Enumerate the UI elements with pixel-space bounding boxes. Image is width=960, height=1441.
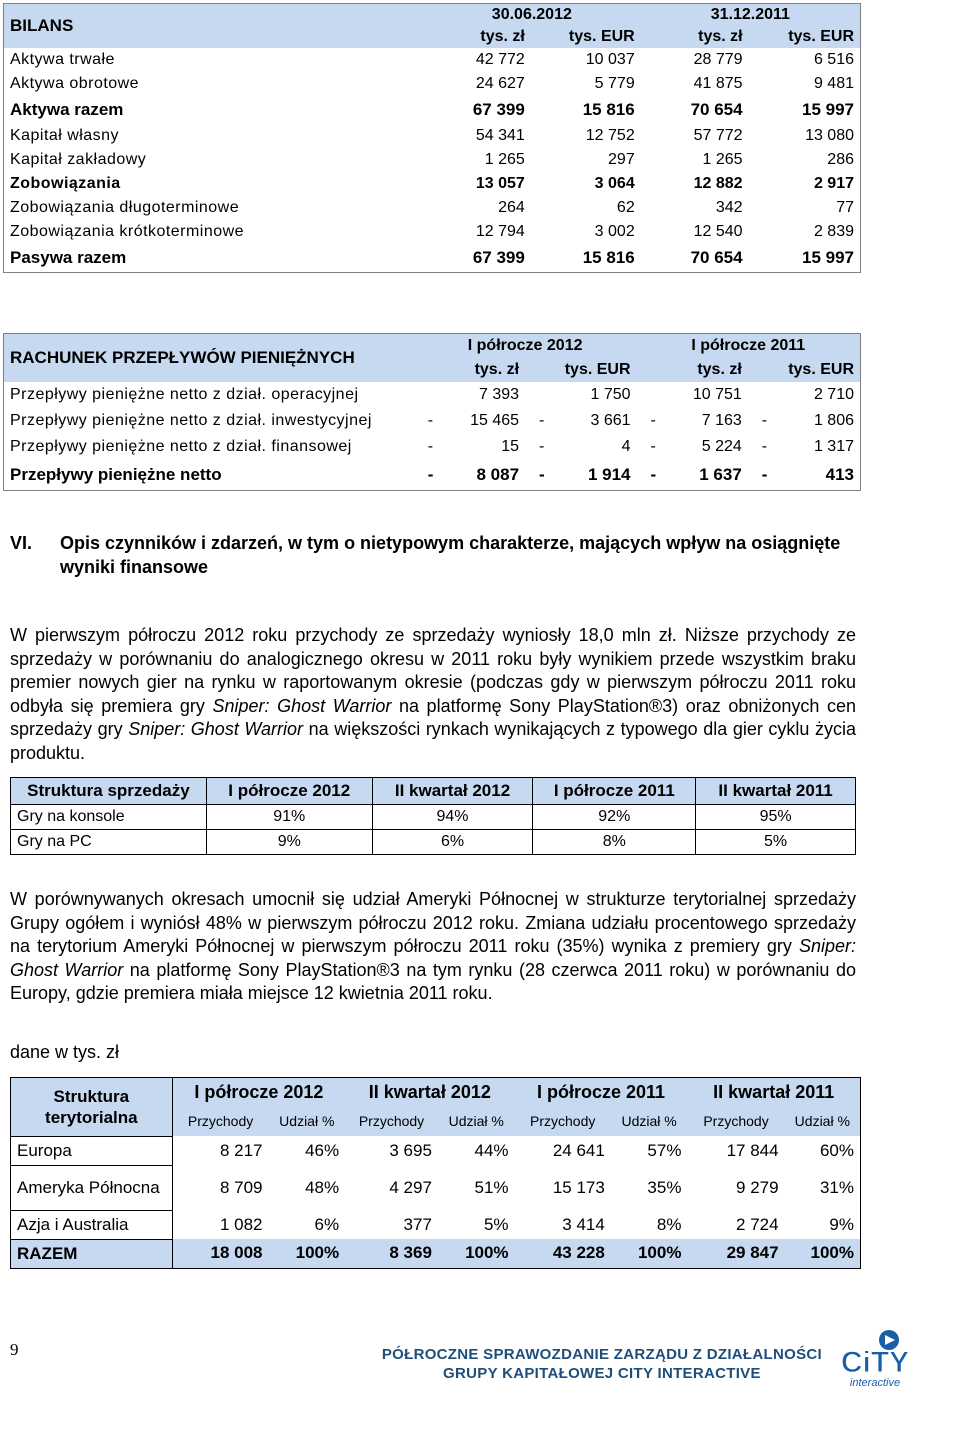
table-row	[4, 148, 861, 172]
sign	[637, 382, 674, 408]
cell: 70 654	[690, 100, 743, 119]
unit-label: tys. zł	[480, 28, 525, 45]
cell: 9 481	[813, 75, 854, 92]
cell: 1 750	[590, 386, 631, 403]
period-label: I półrocze 2012	[467, 337, 583, 354]
sign: -	[427, 412, 434, 429]
unit-label: tys. EUR	[788, 361, 854, 378]
cell: 1 317	[813, 438, 854, 455]
cell: 8 369	[389, 1243, 432, 1263]
cell: 15 997	[802, 248, 854, 267]
cell: 297	[608, 151, 635, 168]
sign: -	[427, 465, 434, 484]
sign	[414, 382, 451, 408]
period-label: II kwartał 2012	[368, 1081, 491, 1102]
cell: 3 661	[590, 412, 631, 429]
table-row	[4, 434, 861, 460]
cell: 100%	[295, 1243, 340, 1263]
row-label: RAZEM	[11, 1239, 173, 1268]
cell: 15 816	[582, 100, 635, 119]
units-note: dane w tys. zł	[10, 1042, 120, 1062]
table-row	[4, 48, 861, 72]
cell: 46%	[305, 1140, 340, 1160]
cell: 92%	[533, 805, 696, 830]
cell: 12 882	[693, 175, 743, 192]
sign: -	[539, 438, 545, 455]
section-heading	[10, 531, 860, 579]
table-row	[4, 124, 861, 148]
cell: 67 399	[472, 100, 525, 119]
cell: 15 173	[552, 1177, 605, 1197]
table-row	[4, 172, 861, 196]
cell: 2 839	[813, 223, 854, 240]
cell: 1 265	[484, 151, 525, 168]
cell: 2 917	[813, 175, 854, 192]
cell: 8%	[656, 1214, 682, 1234]
sign	[748, 382, 785, 408]
column-header: I półrocze 2011	[533, 778, 696, 805]
row-label: Azja i Australia	[11, 1210, 173, 1239]
page-number: 9	[10, 1340, 19, 1359]
cell: 5%	[483, 1214, 509, 1234]
row-label: Przepływy pieniężne netto z dział. finansowej	[10, 438, 352, 455]
cell: 9 279	[736, 1177, 779, 1197]
city-interactive-logo	[829, 1326, 921, 1394]
cell: 8%	[533, 830, 696, 855]
cell: 9%	[829, 1214, 854, 1234]
cell: 1 806	[813, 412, 854, 429]
sign: -	[761, 438, 768, 455]
cell: 286	[827, 151, 854, 168]
cell: 12 794	[475, 223, 525, 240]
sign: -	[539, 412, 545, 429]
table-row	[4, 96, 861, 124]
cell: 342	[715, 199, 743, 216]
row-label: Zobowiązania	[10, 175, 121, 192]
cell: 3 064	[594, 175, 635, 192]
cell: 54 341	[475, 127, 525, 144]
balance-header-row	[4, 4, 861, 27]
logo-wordmark: CiTY	[840, 1346, 910, 1379]
cell: 13 057	[475, 175, 525, 192]
paragraph	[10, 888, 856, 1006]
cell: 12 752	[585, 127, 635, 144]
cell: 10 751	[692, 386, 742, 403]
report-footer	[382, 1345, 822, 1383]
sign: -	[539, 465, 545, 484]
table-row	[11, 1165, 861, 1210]
row-label: Europa	[11, 1136, 173, 1165]
footer-line: GRUPY KAPITAŁOWEJ CITY INTERACTIVE	[443, 1365, 761, 1382]
row-label: Zobowiązania długoterminowe	[10, 199, 240, 216]
period-label: I półrocze 2011	[536, 1081, 666, 1102]
cell: 100%	[637, 1243, 682, 1263]
cell: 94%	[372, 805, 533, 830]
cell: 3 002	[594, 223, 635, 240]
paragraph-text: W pierwszym półroczu 2012 roku przychody ze sprzedaży wyniosły 18,0 mln zł. Niższe przychody ze sprzedaży w porównaniu do analogicznego okresu w 2011 roku były wynikiem przede wszystkim braku premier nowych gier na rynku w raportowanym okresie (podczas gdy w pierwszym półroczu 2011 roku odbyła się premiera gry	[10, 625, 856, 716]
cell: 60%	[819, 1140, 854, 1160]
cell: 377	[403, 1214, 432, 1234]
row-label: Aktywa obrotowe	[10, 75, 140, 92]
row-label: Pasywa razem	[10, 248, 127, 267]
table-row	[4, 196, 861, 220]
cell: 4 297	[389, 1177, 432, 1197]
footer-line: PÓŁROCZNE SPRAWOZDANIE ZARZĄDU Z DZIAŁALNOŚCI	[381, 1346, 822, 1363]
cell: 13 080	[805, 127, 854, 144]
cell: 67 399	[472, 248, 525, 267]
logo-subtext: interactive	[849, 1377, 901, 1389]
row-label: Przepływy pieniężne netto z dział. inwestycyjnej	[10, 412, 372, 429]
row-label: Aktywa razem	[10, 100, 124, 119]
unit-label: tys. EUR	[568, 28, 635, 45]
cell: 15	[501, 438, 520, 455]
table-row	[11, 830, 856, 855]
sales-structure-table	[10, 777, 856, 855]
table-row	[4, 72, 861, 96]
table-row	[11, 1210, 861, 1239]
cell: 6 516	[813, 51, 854, 68]
paragraph-text: W porównywanych okresach umocnił się udział Ameryki Północnej w strukturze terytorialnej sprzedaży Grupy ogółem i wyniósł 48% w pierwszym półroczu 2012 roku. Zmiana udziału procentowego sprzedaży na terytorium Ameryki Północnej w pierwszym półroczu 2011 roku (35%) wynika z premiery gry	[10, 889, 856, 956]
cell: 2 710	[813, 386, 854, 403]
cell: 6%	[372, 830, 533, 855]
cell: 7 393	[478, 386, 520, 403]
cell: 2 724	[736, 1214, 779, 1234]
section-number: VI.	[10, 533, 33, 553]
cell: 31%	[819, 1177, 854, 1197]
cell: 1 082	[219, 1214, 263, 1234]
cell: 5 779	[594, 75, 635, 92]
cell: 100%	[465, 1243, 509, 1263]
cell: 51%	[474, 1177, 509, 1197]
cell: 1 914	[587, 465, 631, 484]
table-row	[4, 460, 861, 491]
cell: 5 224	[701, 438, 742, 455]
cell: 100%	[810, 1243, 854, 1263]
period-label: I półrocze 2011	[691, 337, 806, 354]
cell: 6%	[314, 1214, 340, 1234]
unit-label: tys. EUR	[564, 361, 631, 378]
paragraph-text: na platformę Sony PlayStation®3 na tym rynku (28 czerwca 2011 roku) w porównaniu do Europy, gdzie premiera miała miejsce 12 kwietnia 2011 roku.	[10, 959, 856, 1003]
column-header: Struktura sprzedaży	[11, 778, 207, 805]
row-label: Zobowiązania krótkoterminowe	[10, 223, 244, 240]
cell: 18 008	[210, 1243, 263, 1263]
sign: -	[650, 465, 657, 484]
period-label: I półrocze 2012	[194, 1081, 324, 1102]
section-title: Opis czynników i zdarzeń, w tym o nietypowym charakterze, mających wpływ na osiągnięte wyniki finansowe	[60, 533, 841, 577]
game-title: Sniper: Ghost Warrior	[128, 719, 304, 739]
period-label: II kwartał 2011	[713, 1081, 835, 1102]
row-label: Gry na konsole	[11, 805, 207, 830]
table-row	[4, 244, 861, 273]
cell: 3 695	[389, 1140, 432, 1160]
cell: 41 875	[693, 75, 743, 92]
cell: 413	[825, 465, 854, 484]
table-row	[11, 805, 856, 830]
cell: 42 772	[475, 51, 525, 68]
cell: 15 816	[582, 248, 635, 267]
balance-date: 31.12.2011	[710, 6, 790, 23]
cell: 29 847	[726, 1243, 779, 1263]
cell: 95%	[696, 805, 856, 830]
cell: 43 228	[552, 1243, 605, 1263]
cell: 44%	[474, 1140, 509, 1160]
cell: 15 997	[802, 100, 854, 119]
subheader: Udział %	[448, 1113, 504, 1129]
territorial-structure-table	[10, 1077, 861, 1269]
balance-title: BILANS	[10, 16, 74, 35]
subheader: Przychody	[530, 1113, 596, 1129]
row-label: Ameryka Północna	[11, 1165, 173, 1210]
cell: 70 654	[690, 248, 743, 267]
balance-date: 30.06.2012	[491, 6, 572, 23]
unit-label: tys. zł	[474, 361, 520, 378]
cashflow-table	[3, 333, 861, 491]
row-label: Aktywa trwałe	[10, 51, 115, 68]
cell: 9%	[206, 830, 372, 855]
sign: -	[761, 465, 768, 484]
cell: 48%	[305, 1177, 340, 1197]
subheader: Przychody	[187, 1113, 254, 1129]
sign: -	[650, 412, 656, 429]
cashflow-header-row	[4, 334, 861, 359]
unit-label: tys. zł	[697, 361, 742, 378]
row-label: Przepływy pieniężne netto	[10, 465, 222, 484]
subheader: Udział %	[279, 1113, 335, 1129]
table-row	[4, 382, 861, 408]
game-title: Sniper: Ghost Warrior	[10, 936, 856, 980]
sign: -	[427, 438, 434, 455]
sign: -	[650, 438, 656, 455]
cell: 10 037	[585, 51, 635, 68]
cell: 5%	[696, 830, 856, 855]
territory-title: Struktura terytorialna	[11, 1078, 173, 1137]
cell: 7 163	[701, 412, 742, 429]
sign	[525, 382, 562, 408]
subheader: Udział %	[794, 1113, 850, 1129]
cell: 264	[498, 199, 525, 216]
column-header: II kwartał 2012	[372, 778, 533, 805]
column-header: II kwartał 2011	[696, 778, 856, 805]
cell: 24 641	[552, 1140, 605, 1160]
cell: 8 087	[476, 465, 520, 484]
cell: 8 709	[219, 1177, 263, 1197]
sign: -	[761, 412, 768, 429]
unit-label: tys. EUR	[788, 28, 854, 45]
cell: 62	[616, 199, 635, 216]
table-row	[4, 408, 861, 434]
territory-header-row	[11, 1078, 861, 1107]
cell: 35%	[647, 1177, 682, 1197]
table-row	[11, 1136, 861, 1165]
paragraph-text: na większości rynkach wynikających z typowego dla gier cyklu życia produktu.	[10, 719, 856, 763]
subheader: Przychody	[358, 1113, 425, 1129]
table-row	[4, 220, 861, 244]
cell: 4	[621, 438, 631, 455]
cell: 8 217	[219, 1140, 263, 1160]
cashflow-title: RACHUNEK PRZEPŁYWÓW PIENIĘŻNYCH	[10, 348, 355, 367]
cell: 91%	[206, 805, 372, 830]
subheader: Przychody	[703, 1113, 769, 1129]
sales-header-row	[11, 778, 856, 805]
cell: 28 779	[693, 51, 743, 68]
row-label: Kapitał własny	[10, 127, 119, 144]
cell: 1 637	[699, 465, 742, 484]
row-label: Przepływy pieniężne netto z dział. operacyjnej	[10, 386, 359, 403]
row-label: Kapitał zakładowy	[10, 151, 147, 168]
cell: 15 465	[470, 412, 520, 429]
unit-label: tys. zł	[698, 28, 743, 45]
cell: 12 540	[693, 223, 743, 240]
row-label: Gry na PC	[11, 830, 207, 855]
cell: 57 772	[693, 127, 743, 144]
balance-sheet-table	[3, 3, 861, 273]
cell: 24 627	[475, 75, 525, 92]
cell: 77	[836, 199, 854, 216]
cell: 17 844	[726, 1140, 779, 1160]
cell: 1 265	[702, 151, 743, 168]
cell: 3 414	[562, 1214, 605, 1234]
subheader: Udział %	[621, 1113, 677, 1129]
paragraph	[10, 624, 856, 765]
cell: 57%	[647, 1140, 682, 1160]
column-header: I półrocze 2012	[206, 778, 372, 805]
paragraph-text: na platformę Sony PlayStation®3) oraz obniżonych cen sprzedaży gry	[10, 695, 856, 739]
game-title: Sniper: Ghost Warrior	[212, 695, 392, 716]
table-row	[11, 1239, 861, 1268]
